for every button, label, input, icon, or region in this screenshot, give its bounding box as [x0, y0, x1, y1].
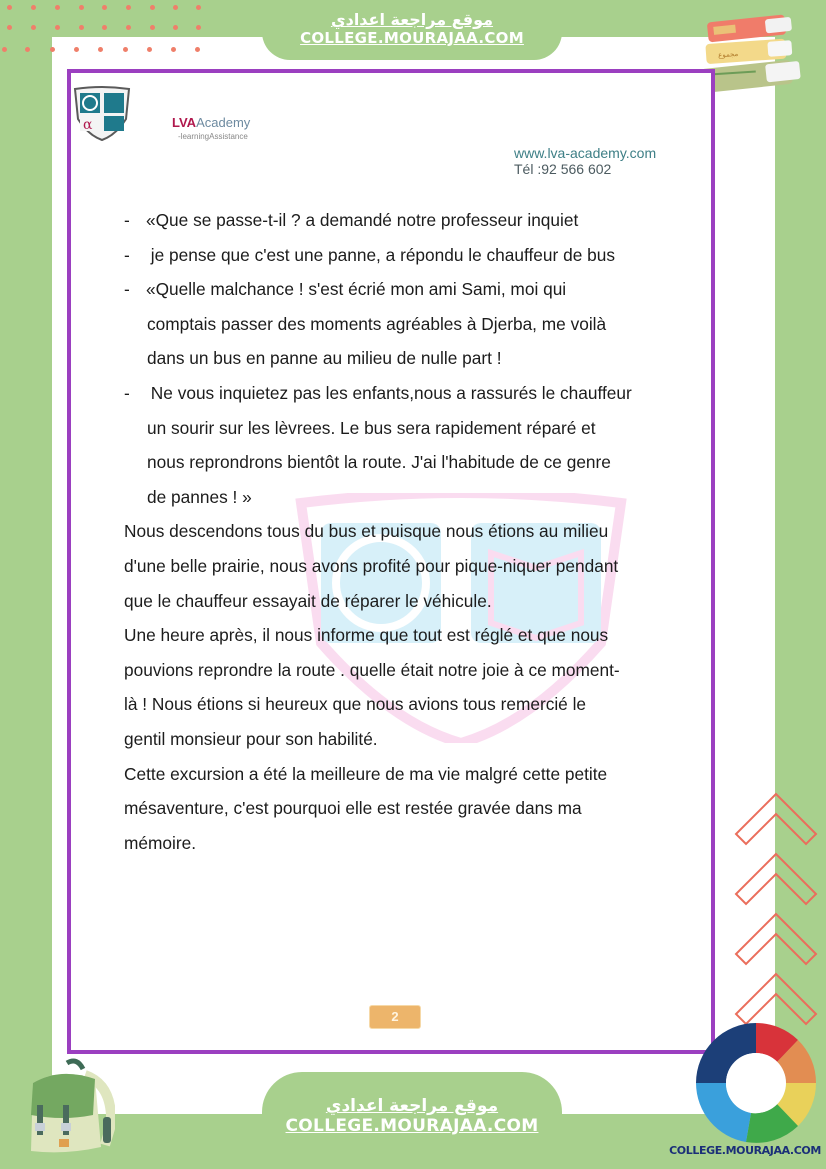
text-line: - Ne vous inquietez pas les enfants,nous a rassurés le chauffeur [124, 382, 632, 403]
header-site-link[interactable]: COLLEGE.MOURAJAA.COM [300, 29, 524, 47]
text-line: Une heure après, il nous informe que tout est réglé et que nous [124, 625, 609, 646]
brand-tagline: -learningAssistance [178, 132, 248, 141]
decorative-dots [0, 0, 200, 55]
svg-text:α: α [83, 117, 93, 133]
text-line: nous reprondrons bientôt la route. J'ai l'habitude de ce genre [147, 452, 611, 473]
text-line: gentil monsieur pour son habilité. [124, 728, 378, 749]
text-line: Nous descendons tous du bus et puisque nous étions au milieu [124, 521, 609, 542]
footer-arabic-title: موقع مراجعة اعدادي [325, 1096, 499, 1116]
text-line: comptais passer des moments agréables à Djerba, me voilà [147, 313, 607, 334]
text-line: que le chauffeur essayait de réparer le véhicule. [124, 590, 492, 611]
svg-text:مجموع: مجموع [717, 49, 739, 60]
academy-shield-logo [72, 85, 132, 141]
text-line: là ! Nous étions si heureux que nous avions tous remercié le [124, 694, 587, 715]
text-line: d'une belle prairie, nous avons profité pour pique-niquer pendant [124, 555, 619, 576]
text-line: Cette excursion a été la meilleure de ma vie malgré cette petite [124, 763, 608, 784]
page-number-badge: 2 [369, 1005, 421, 1029]
footer-site-link[interactable]: COLLEGE.MOURAJAA.COM [285, 1116, 539, 1136]
header-site-tab[interactable] [262, 0, 562, 60]
chevron-up-icon [734, 790, 818, 1030]
brand-phone: Tél :92 566 602 [514, 161, 612, 177]
text-line: mémoire. [124, 832, 197, 853]
text-line: - «Quelle malchance ! s'est écrié mon ami Sami, moi qui [124, 279, 567, 300]
header-arabic-title: موقع مراجعة اعدادي [330, 10, 494, 29]
text-line: pouvions reprondre la route . quelle était notre joie à ce moment- [124, 659, 620, 680]
document-body [124, 206, 704, 863]
text-line: mésaventure, c'est pourquoi elle est restée gravée dans ma [124, 798, 582, 819]
brand-website[interactable]: www.lva-academy.com [514, 145, 657, 161]
brand-name: LVAAcademy [172, 115, 251, 130]
text-line: - je pense que c'est une panne, a répondu le chauffeur de bus [124, 244, 615, 265]
text-line: dans un bus en panne au milieu de nulle part ! [147, 348, 502, 369]
backpack-icon [15, 1055, 115, 1160]
wheel-site-label: COLLEGE.MOURAJAA.COM [669, 1144, 821, 1157]
text-line: - «Que se passe-t-il ? a demandé notre professeur inquiet [124, 210, 579, 230]
education-wheel-icon [695, 1022, 817, 1144]
text-line: de pannes ! » [147, 486, 252, 507]
text-line: un sourir sur les lèvrees. Le bus sera rapidement réparé et [147, 417, 596, 438]
footer-site-tab[interactable] [262, 1072, 562, 1169]
